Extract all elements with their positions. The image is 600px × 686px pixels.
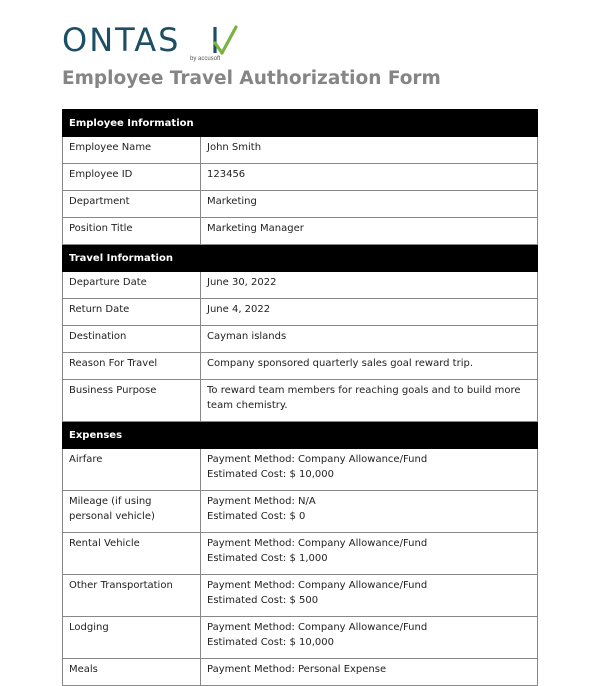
- table-row: [63, 353, 538, 380]
- logo-tagline: by accusoft: [190, 56, 221, 62]
- logo-wordmark: ONTAS: [62, 21, 181, 59]
- field-label: Business Purpose: [63, 380, 201, 422]
- expense-detail: [201, 617, 538, 659]
- expense-label: Rental Vehicle: [63, 533, 201, 575]
- estimated-cost: Estimated Cost: $ 10,000: [207, 637, 335, 648]
- section-header-expenses: [63, 422, 538, 449]
- expense-detail: [201, 491, 538, 533]
- field-label: Destination: [63, 326, 201, 353]
- field-label: Employee ID: [63, 164, 201, 191]
- estimated-cost: Estimated Cost: $ 0: [207, 511, 306, 522]
- table-row: [63, 491, 538, 533]
- reason-value: Company sponsored quarterly sales goal reward trip.: [201, 353, 538, 380]
- section-title: Employee Information: [63, 110, 201, 137]
- table-row: [63, 533, 538, 575]
- table-row: [63, 326, 538, 353]
- table-row: [63, 164, 538, 191]
- payment-method: Payment Method: Company Allowance/Fund: [207, 580, 428, 591]
- departure-date-value: June 30, 2022: [201, 272, 538, 299]
- logo-k-mark-icon: [211, 22, 239, 58]
- expense-detail: [201, 659, 538, 686]
- field-label: Return Date: [63, 299, 201, 326]
- return-date-value: June 4, 2022: [201, 299, 538, 326]
- section-header-travel: [63, 245, 538, 272]
- field-label: Position Title: [63, 218, 201, 245]
- expense-label: Meals: [63, 659, 201, 686]
- expense-detail: [201, 449, 538, 491]
- field-label: Reason For Travel: [63, 353, 201, 380]
- table-row: [63, 137, 538, 164]
- estimated-cost: Estimated Cost: $ 500: [207, 595, 319, 606]
- table-row: [63, 659, 538, 686]
- expense-detail: [201, 533, 538, 575]
- expense-label: Mileage (if using personal vehicle): [63, 491, 201, 533]
- employee-name-value: John Smith: [201, 137, 538, 164]
- table-row: [63, 272, 538, 299]
- table-row: [63, 449, 538, 491]
- table-row: [63, 617, 538, 659]
- expense-detail: [201, 575, 538, 617]
- estimated-cost: Estimated Cost: $ 1,000: [207, 553, 328, 564]
- field-label: Departure Date: [63, 272, 201, 299]
- section-header-employee: [63, 110, 538, 137]
- payment-method: Payment Method: N/A: [207, 496, 316, 507]
- form-title: Employee Travel Authorization Form: [62, 68, 441, 89]
- table-row: [63, 575, 538, 617]
- field-label: Department: [63, 191, 201, 218]
- business-purpose-value: To reward team members for reaching goals and to build more team chemistry.: [201, 380, 538, 422]
- table-row: [63, 218, 538, 245]
- department-value: Marketing: [201, 191, 538, 218]
- ontask-logo: [62, 22, 262, 72]
- travel-form-table: [62, 109, 538, 686]
- section-title: Expenses: [63, 422, 201, 449]
- employee-id-value: 123456: [201, 164, 538, 191]
- table-row: [63, 191, 538, 218]
- section-title: Travel Information: [63, 245, 201, 272]
- position-title-value: Marketing Manager: [201, 218, 538, 245]
- expense-label: Other Transportation: [63, 575, 201, 617]
- table-row: [63, 299, 538, 326]
- payment-method: Payment Method: Company Allowance/Fund: [207, 454, 428, 465]
- destination-value: Cayman islands: [201, 326, 538, 353]
- payment-method: Payment Method: Personal Expense: [207, 664, 387, 675]
- expense-label: Airfare: [63, 449, 201, 491]
- field-label: Employee Name: [63, 137, 201, 164]
- payment-method: Payment Method: Company Allowance/Fund: [207, 538, 428, 549]
- table-row: [63, 380, 538, 422]
- payment-method: Payment Method: Company Allowance/Fund: [207, 622, 428, 633]
- estimated-cost: Estimated Cost: $ 10,000: [207, 469, 335, 480]
- expense-label: Lodging: [63, 617, 201, 659]
